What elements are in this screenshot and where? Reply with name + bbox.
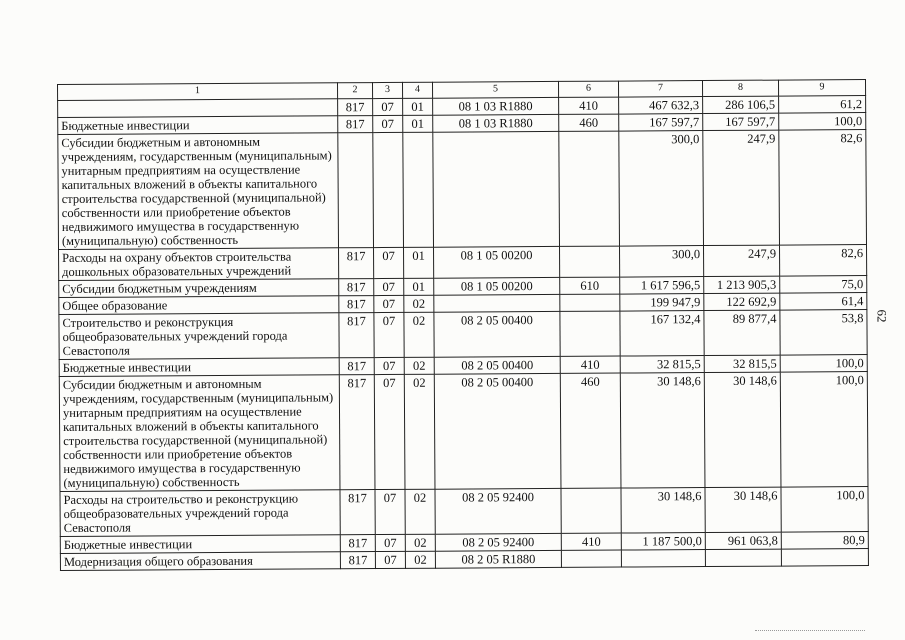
column-header: 5 [432, 81, 558, 98]
row-name: Бюджетные инвестиции [59, 358, 339, 377]
cell-plan-amount: 1 187 500,0 [621, 533, 705, 551]
cell-plan-amount: 32 815,5 [620, 356, 704, 374]
cell-actual-amount [705, 549, 781, 566]
cell-subsection-code: 01 [403, 98, 433, 115]
cell-plan-amount: 167 597,7 [619, 114, 703, 132]
cell-subsection-code: 01 [404, 278, 434, 295]
cell-ministry-code: 817 [340, 535, 375, 552]
cell-ministry-code: 817 [340, 490, 375, 535]
cell-ministry-code: 817 [339, 358, 374, 375]
cell-subsection-code: 01 [403, 115, 433, 132]
cell-subsection-code [403, 132, 434, 247]
cell-expense-type [561, 488, 621, 533]
cell-ministry-code: 817 [339, 375, 375, 490]
cell-section-code: 07 [374, 295, 404, 312]
cell-actual-amount: 247,9 [703, 245, 779, 276]
cell-section-code: 07 [375, 489, 405, 534]
cell-plan-amount: 167 132,4 [620, 311, 704, 357]
row-name: Модернизация общего образования [60, 552, 340, 571]
cell-actual-amount: 1 213 905,3 [704, 276, 780, 293]
cell-plan-amount: 467 632,3 [619, 97, 703, 115]
cell-ministry-code: 817 [339, 296, 374, 313]
cell-target-article: 08 1 05 00200 [434, 246, 560, 278]
cell-actual-amount: 30 148,6 [704, 372, 781, 487]
table-row [59, 372, 868, 492]
column-header: 3 [372, 82, 402, 98]
cell-subsection-code: 02 [404, 295, 434, 312]
cell-target-article: 08 1 03 R1880 [433, 97, 559, 115]
cell-section-code: 07 [375, 534, 405, 551]
cell-expense-type [559, 131, 620, 246]
scan-artifact [755, 630, 865, 632]
cell-expense-type: 410 [559, 97, 619, 114]
cell-target-article [433, 131, 560, 247]
row-name: Бюджетные инвестиции [60, 535, 340, 554]
cell-section-code: 07 [373, 115, 403, 132]
column-header: 7 [618, 81, 702, 98]
row-name: Общее образование [59, 296, 339, 315]
row-name: Строительство и реконструкция общеобразовательных учреждений города Севастополя [59, 313, 339, 360]
column-header: 2 [337, 83, 372, 99]
row-name: Субсидии бюджетным и автономным учреждениям, государственным (муниципальным) унитарным предприятиям на осуществление капитальных вложений в объекты капитального строительства государственной (муниципальной) собственности или приобретение объектов недвижимого имущества в государственную (муниципальную) собственность [59, 375, 340, 492]
table-row [58, 130, 867, 250]
cell-actual-amount: 122 692,9 [704, 293, 780, 310]
cell-plan-amount: 300,0 [620, 246, 704, 278]
cell-ministry-code: 817 [339, 248, 374, 279]
row-name: Расходы на строительство и реконструкцию общеобразовательных учреждений города Севастополя [60, 490, 340, 537]
cell-percent: 82,6 [779, 245, 866, 277]
row-name: Субсидии бюджетным и автономным учреждениям, государственным (муниципальным) унитарным предприятиям на осуществление капитальных вложений в объекты капитального строительства государственной (муниципальной) собственности или приобретение объектов недвижимого имущества в государственную (муниципальную) собственность [58, 133, 339, 250]
cell-ministry-code: 817 [338, 116, 373, 133]
cell-expense-type [560, 294, 620, 311]
row-name: Субсидии бюджетным учреждениям [59, 279, 339, 298]
row-name: Расходы на охрану объектов строительства дошкольных образовательных учреждений [59, 248, 339, 281]
cell-expense-type: 460 [559, 114, 619, 131]
cell-target-article: 08 2 05 00400 [434, 356, 560, 374]
cell-percent: 82,6 [779, 130, 867, 246]
row-name [58, 99, 338, 118]
cell-expense-type: 410 [561, 533, 621, 550]
cell-target-article: 08 2 05 R1880 [435, 550, 561, 568]
cell-section-code: 07 [374, 247, 404, 278]
cell-actual-amount: 286 106,5 [703, 96, 779, 113]
cell-target-article: 08 2 05 00400 [434, 311, 560, 357]
cell-percent: 53,8 [780, 310, 867, 356]
cell-section-code: 07 [374, 278, 404, 295]
cell-actual-amount: 30 148,6 [705, 487, 781, 532]
column-header: 8 [702, 80, 778, 96]
cell-target-article: 08 2 05 92400 [435, 533, 561, 551]
column-header: 6 [558, 81, 618, 97]
cell-plan-amount: 1 617 596,5 [620, 277, 704, 295]
cell-expense-type: 410 [560, 356, 620, 373]
cell-percent: 61,2 [779, 96, 866, 114]
cell-actual-amount: 32 815,5 [704, 355, 780, 372]
cell-target-article: 08 2 05 92400 [435, 488, 561, 534]
cell-subsection-code: 02 [404, 374, 435, 489]
table-row [60, 487, 868, 537]
cell-subsection-code: 02 [404, 312, 434, 357]
cell-percent: 100,0 [780, 372, 868, 488]
cell-section-code: 07 [374, 374, 405, 489]
table-row [59, 245, 867, 281]
cell-percent [781, 549, 868, 567]
cell-subsection-code: 01 [404, 247, 434, 278]
budget-table [57, 79, 869, 571]
cell-percent: 100,0 [780, 355, 867, 373]
cell-percent: 61,4 [780, 293, 867, 311]
cell-percent: 80,9 [781, 532, 868, 550]
cell-ministry-code: 817 [339, 313, 374, 358]
cell-expense-type: 460 [560, 373, 621, 488]
cell-expense-type [560, 311, 620, 356]
cell-section-code [373, 132, 404, 247]
cell-expense-type [560, 246, 620, 277]
cell-target-article: 08 1 03 R1880 [433, 114, 559, 132]
cell-percent: 75,0 [780, 276, 867, 294]
table-row [59, 310, 867, 360]
cell-expense-type [561, 550, 621, 567]
cell-percent: 100,0 [781, 487, 868, 533]
cell-ministry-code: 817 [338, 99, 373, 116]
cell-section-code: 07 [374, 312, 404, 357]
cell-section-code: 07 [375, 551, 405, 568]
cell-section-code: 07 [373, 98, 403, 115]
cell-ministry-code: 817 [340, 552, 375, 569]
cell-plan-amount: 199 947,9 [620, 294, 704, 312]
page-number: 62 [874, 309, 890, 323]
cell-actual-amount: 961 063,8 [705, 532, 781, 549]
cell-percent: 100,0 [779, 113, 866, 131]
cell-plan-amount: 30 148,6 [620, 373, 705, 489]
cell-plan-amount: 300,0 [619, 131, 704, 247]
column-header: 4 [402, 82, 432, 98]
cell-ministry-code [338, 133, 374, 248]
cell-plan-amount: 30 148,6 [621, 488, 705, 534]
cell-actual-amount: 89 877,4 [704, 310, 780, 355]
cell-ministry-code: 817 [339, 279, 374, 296]
cell-target-article [434, 294, 560, 312]
table-row [60, 549, 868, 571]
cell-subsection-code: 02 [405, 534, 435, 551]
column-header: 9 [778, 80, 865, 97]
row-name: Бюджетные инвестиции [58, 116, 338, 135]
cell-actual-amount: 247,9 [703, 130, 780, 245]
cell-section-code: 07 [374, 357, 404, 374]
cell-subsection-code: 02 [405, 489, 435, 534]
cell-expense-type: 610 [560, 277, 620, 294]
cell-subsection-code: 02 [405, 551, 435, 568]
column-header: 1 [58, 83, 338, 101]
cell-plan-amount [621, 550, 705, 568]
cell-target-article: 08 2 05 00400 [434, 373, 561, 489]
cell-subsection-code: 02 [404, 357, 434, 374]
cell-target-article: 08 1 05 00200 [434, 277, 560, 295]
cell-actual-amount: 167 597,7 [703, 113, 779, 130]
